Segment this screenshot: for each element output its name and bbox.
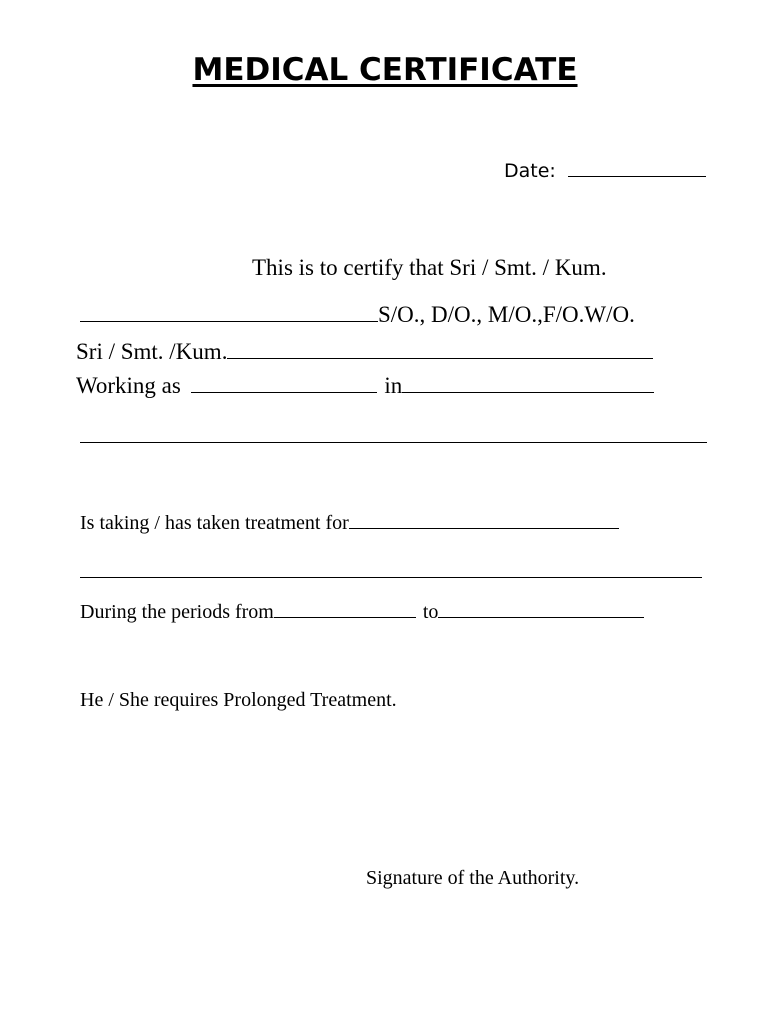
working-label: Working as <box>76 373 181 398</box>
workplace-continuation-line <box>80 424 707 447</box>
designation-blank <box>191 391 377 393</box>
illness-blank <box>349 527 619 529</box>
from-date-blank <box>274 616 416 618</box>
guardian-line <box>76 340 653 363</box>
illness-continuation-line <box>80 562 702 582</box>
treatment-line <box>80 513 619 533</box>
relation-line <box>80 303 635 326</box>
working-line <box>76 374 654 397</box>
certify-text: This is to certify that Sri / Smt. / Kum. <box>252 255 607 280</box>
workplace-continuation-blank <box>80 441 707 443</box>
signature-line <box>366 868 579 888</box>
relation-text: S/O., D/O., M/O.,F/O.W/O. <box>378 302 635 327</box>
guardian-label: Sri / Smt. /Kum. <box>76 339 228 364</box>
person-name-blank <box>80 320 378 322</box>
to-date-blank <box>438 616 644 618</box>
guardian-name-blank <box>227 357 653 359</box>
periods-line <box>80 602 644 622</box>
signature-text: Signature of the Authority. <box>366 867 580 889</box>
date-blank <box>568 175 706 177</box>
requires-line <box>80 690 397 710</box>
certify-line <box>252 256 607 279</box>
requires-text: He / She requires Prolonged Treatment. <box>80 689 397 711</box>
document-title: MEDICAL CERTIFICATE <box>192 52 578 88</box>
date-row <box>504 160 706 182</box>
in-label: in <box>384 373 403 398</box>
date-label: Date: <box>504 160 556 182</box>
treatment-label: Is taking / has taken treatment for <box>80 512 349 534</box>
periods-label: During the periods from <box>80 601 274 623</box>
to-label: to <box>422 601 439 623</box>
illness-continuation-blank <box>80 576 702 578</box>
workplace-blank <box>402 391 654 393</box>
